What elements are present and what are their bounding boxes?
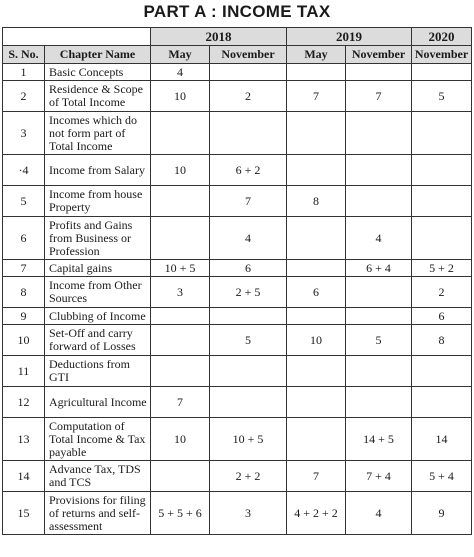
year-header-2019: 2019 xyxy=(287,28,412,46)
row-value-cell: 5 xyxy=(346,325,412,356)
row-value-cell xyxy=(412,356,472,387)
row-sno-cell: 15 xyxy=(3,492,45,535)
row-value-cell: 4 xyxy=(346,492,412,535)
table-row xyxy=(3,217,472,260)
row-chapter-cell: Incomes which do not form part of Total Income xyxy=(45,112,151,155)
row-sno-cell: 6 xyxy=(3,217,45,260)
row-value-cell: 6 xyxy=(412,308,472,325)
row-value-cell xyxy=(346,308,412,325)
row-value-cell: 10 + 5 xyxy=(151,260,210,277)
table-row xyxy=(3,387,472,418)
row-value-cell xyxy=(151,217,210,260)
row-value-cell xyxy=(287,112,346,155)
header-blank-cell xyxy=(3,28,151,46)
row-value-cell xyxy=(412,217,472,260)
row-sno-cell: 11 xyxy=(3,356,45,387)
row-chapter-cell: Basic Concepts xyxy=(45,64,151,81)
row-value-cell: 7 xyxy=(346,81,412,112)
row-value-cell xyxy=(287,64,346,81)
row-sno-cell: 13 xyxy=(3,418,45,461)
row-chapter-cell: Agricultural Income xyxy=(45,387,151,418)
row-value-cell xyxy=(287,387,346,418)
row-chapter-cell: Provisions for filing of returns and self-assessment xyxy=(45,492,151,535)
row-value-cell: 4 + 2 + 2 xyxy=(287,492,346,535)
row-value-cell: 14 xyxy=(412,418,472,461)
row-value-cell: 10 xyxy=(151,81,210,112)
table-row xyxy=(3,81,472,112)
row-value-cell: 10 xyxy=(287,325,346,356)
income-tax-table xyxy=(2,27,472,535)
row-value-cell: 2 + 2 xyxy=(210,461,287,492)
row-value-cell xyxy=(151,186,210,217)
column-header-2019-may: May xyxy=(287,46,346,64)
row-sno-cell: 1 xyxy=(3,64,45,81)
row-value-cell xyxy=(346,155,412,186)
row-chapter-cell: Deductions from GTI xyxy=(45,356,151,387)
year-header-2020: 2020 xyxy=(412,28,472,46)
row-value-cell xyxy=(151,356,210,387)
row-chapter-cell: Clubbing of Income xyxy=(45,308,151,325)
column-header-2018-november: November xyxy=(210,46,287,64)
row-sno-cell: ·4 xyxy=(3,155,45,186)
row-value-cell xyxy=(287,217,346,260)
row-value-cell: 10 xyxy=(151,418,210,461)
row-value-cell: 7 xyxy=(287,81,346,112)
row-value-cell: 8 xyxy=(287,186,346,217)
row-value-cell: 10 + 5 xyxy=(210,418,287,461)
column-header-2019-november: November xyxy=(346,46,412,64)
row-value-cell: 5 xyxy=(210,325,287,356)
table-body xyxy=(3,64,472,535)
row-value-cell: 6 xyxy=(210,260,287,277)
row-value-cell xyxy=(412,112,472,155)
table-row xyxy=(3,461,472,492)
row-sno-cell: 3 xyxy=(3,112,45,155)
row-chapter-cell: Set-Off and carry forward of Losses xyxy=(45,325,151,356)
row-value-cell xyxy=(346,64,412,81)
row-value-cell xyxy=(151,112,210,155)
table-row xyxy=(3,308,472,325)
row-sno-cell: 8 xyxy=(3,277,45,308)
row-sno-cell: 12 xyxy=(3,387,45,418)
row-value-cell xyxy=(346,112,412,155)
row-value-cell: 5 xyxy=(412,81,472,112)
row-value-cell xyxy=(346,186,412,217)
table-row xyxy=(3,277,472,308)
row-value-cell xyxy=(287,308,346,325)
row-value-cell: 14 + 5 xyxy=(346,418,412,461)
row-value-cell xyxy=(151,308,210,325)
row-value-cell xyxy=(346,277,412,308)
row-value-cell: 5 + 4 xyxy=(412,461,472,492)
row-value-cell: 7 + 4 xyxy=(346,461,412,492)
year-header-2018: 2018 xyxy=(151,28,287,46)
row-value-cell xyxy=(210,112,287,155)
column-header-2020-november: November xyxy=(412,46,472,64)
row-chapter-cell: Capital gains xyxy=(45,260,151,277)
column-header-2018-may: May xyxy=(151,46,210,64)
row-value-cell xyxy=(412,387,472,418)
table-row xyxy=(3,260,472,277)
row-value-cell: 3 xyxy=(151,277,210,308)
row-value-cell: 2 xyxy=(210,81,287,112)
row-chapter-cell: Profits and Gains from Business or Profession xyxy=(45,217,151,260)
row-value-cell xyxy=(210,356,287,387)
row-value-cell xyxy=(412,186,472,217)
year-header-row xyxy=(3,28,472,46)
row-value-cell xyxy=(346,356,412,387)
table-header xyxy=(3,28,472,64)
table-row xyxy=(3,325,472,356)
column-header-sno: S. No. xyxy=(3,46,45,64)
row-value-cell xyxy=(412,64,472,81)
row-sno-cell: 9 xyxy=(3,308,45,325)
table-row xyxy=(3,356,472,387)
row-value-cell xyxy=(210,64,287,81)
row-chapter-cell: Income from house Property xyxy=(45,186,151,217)
row-value-cell: 8 xyxy=(412,325,472,356)
row-sno-cell: 7 xyxy=(3,260,45,277)
table-row xyxy=(3,155,472,186)
row-value-cell xyxy=(151,461,210,492)
row-value-cell: 5 + 2 xyxy=(412,260,472,277)
table-row xyxy=(3,186,472,217)
row-sno-cell: 5 xyxy=(3,186,45,217)
row-value-cell: 10 xyxy=(151,155,210,186)
row-value-cell xyxy=(287,356,346,387)
row-value-cell xyxy=(346,387,412,418)
row-chapter-cell: Income from Other Sources xyxy=(45,277,151,308)
page-title: PART A : INCOME TAX xyxy=(143,2,331,21)
row-value-cell xyxy=(287,155,346,186)
row-value-cell: 7 xyxy=(287,461,346,492)
row-value-cell: 7 xyxy=(151,387,210,418)
row-value-cell: 3 xyxy=(210,492,287,535)
table-row xyxy=(3,112,472,155)
row-value-cell: 7 xyxy=(210,186,287,217)
row-value-cell xyxy=(151,325,210,356)
row-chapter-cell: Advance Tax, TDS and TCS xyxy=(45,461,151,492)
row-chapter-cell: Residence & Scope of Total Income xyxy=(45,81,151,112)
row-value-cell: 4 xyxy=(210,217,287,260)
row-value-cell: 4 xyxy=(346,217,412,260)
row-value-cell: 2 xyxy=(412,277,472,308)
row-sno-cell: 10 xyxy=(3,325,45,356)
table-row xyxy=(3,492,472,535)
table-row xyxy=(3,64,472,81)
row-value-cell: 2 + 5 xyxy=(210,277,287,308)
row-value-cell: 6 xyxy=(287,277,346,308)
row-sno-cell: 14 xyxy=(3,461,45,492)
row-value-cell: 6 + 2 xyxy=(210,155,287,186)
row-value-cell xyxy=(287,418,346,461)
row-chapter-cell: Income from Salary xyxy=(45,155,151,186)
row-value-cell: 6 + 4 xyxy=(346,260,412,277)
row-value-cell xyxy=(412,155,472,186)
row-value-cell: 5 + 5 + 6 xyxy=(151,492,210,535)
row-value-cell: 4 xyxy=(151,64,210,81)
table-row xyxy=(3,418,472,461)
column-header-chapter: Chapter Name xyxy=(45,46,151,64)
row-value-cell xyxy=(210,387,287,418)
row-chapter-cell: Computation of Total Income & Tax payable xyxy=(45,418,151,461)
row-value-cell: 9 xyxy=(412,492,472,535)
row-value-cell xyxy=(287,260,346,277)
row-value-cell xyxy=(210,308,287,325)
column-header-row xyxy=(3,46,472,64)
row-sno-cell: 2 xyxy=(3,81,45,112)
